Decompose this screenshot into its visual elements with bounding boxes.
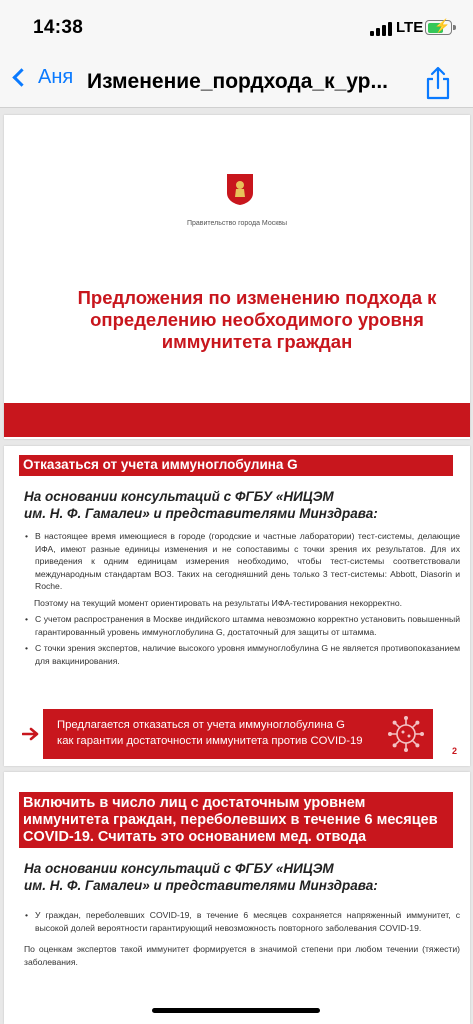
- slide-header: Отказаться от учета иммуноглобулина G: [19, 455, 453, 476]
- red-band: [4, 403, 470, 437]
- slide-recovered-citizens: [4, 772, 470, 1024]
- page-number: 2: [452, 746, 458, 756]
- network-label: LTE: [396, 19, 424, 36]
- slide-title-page: [4, 115, 470, 439]
- signal-icon: [370, 22, 392, 36]
- bullet-item: • С точки зрения экспертов, наличие высокого уровня иммуноглобулина G не является противопоказанием для вакцинирования.: [24, 642, 460, 667]
- home-indicator[interactable]: [152, 1008, 320, 1013]
- subheading-line: им. Н. Ф. Гамалеи» и представителями Минздрава:: [24, 506, 378, 521]
- back-button[interactable]: [9, 66, 73, 89]
- chevron-left-icon: [12, 68, 30, 86]
- slide-header: Включить в число лиц с достаточным уровнем иммунитета граждан, переболевших в течение 6 месяцев COVID-19. Считать это основанием мед. отвода: [19, 792, 453, 848]
- paragraph-text: По оценкам экспертов такой иммунитет формируется в значимой степени при любом течении (тяжести) заболевания.: [24, 944, 460, 967]
- bullet-item: • В настоящее время имеющиеся в городе (городские и частные лаборатории) тест-системы, делающие ИФА, имеют разные единицы изменения и не сопоставимы с точки зрения их результатов. Для их приведения к одним единицам измерения необходимо, чтобы тест-системы соответствовали международным стандартам ВОЗ. Таких на сегодняшний день только 3 тест-системы: Abbott, Diasorin и Roche.: [24, 530, 460, 593]
- subheading-line: им. Н. Ф. Гамалеи» и представителями Минздрава:: [24, 878, 378, 893]
- back-label: Аня: [38, 66, 74, 88]
- arrow-right-icon: [22, 727, 40, 741]
- bullet-item: • У граждан, переболевших COVID-19, в течение 6 месяцев сохраняется напряженный иммунитет, с высокой долей вероятности гарантирующий невозможность повторного заболевания COVID-19.: [24, 909, 460, 934]
- consultation-subheading: [24, 860, 378, 894]
- subheading-line: На основании консультаций с ФГБУ «НИЦЭМ: [24, 489, 334, 504]
- top-bar: [0, 0, 473, 108]
- proposal-banner: [43, 709, 433, 759]
- subheading-line: На основании консультаций с ФГБУ «НИЦЭМ: [24, 861, 334, 876]
- bullet-item: • С учетом распространения в Москве индийского штамма невозможно корректно установить повышенный гарантированный уровень иммуноглобулина G, достаточный для защиты от штамма.: [24, 613, 460, 638]
- battery-charging-icon: ⚡: [425, 20, 452, 35]
- note-text: Поэтому на текущий момент ориентировать на результаты ИФА-тестирования некорректно.: [34, 597, 403, 608]
- consultation-subheading: [24, 488, 378, 522]
- government-label: Правительство города Москвы: [186, 220, 288, 227]
- virus-icon: [386, 714, 426, 754]
- slide-title: Предложения по изменению подхода к определению необходимого уровня иммунитета граждан: [77, 287, 437, 352]
- share-icon[interactable]: [424, 66, 452, 100]
- status-time: 14:38: [33, 17, 84, 38]
- banner-line: как гарантии достаточности иммунитета против COVID-19: [57, 735, 363, 747]
- bullet-list: [24, 909, 460, 968]
- slide-immunoglobulin: [4, 446, 470, 766]
- document-title: Изменение_пордхода_к_ур...: [87, 70, 389, 93]
- banner-line: Предлагается отказаться от учета иммуноглобулина G: [57, 719, 345, 731]
- moscow-coat-of-arms-icon: [226, 173, 254, 206]
- bullet-list: [24, 530, 460, 667]
